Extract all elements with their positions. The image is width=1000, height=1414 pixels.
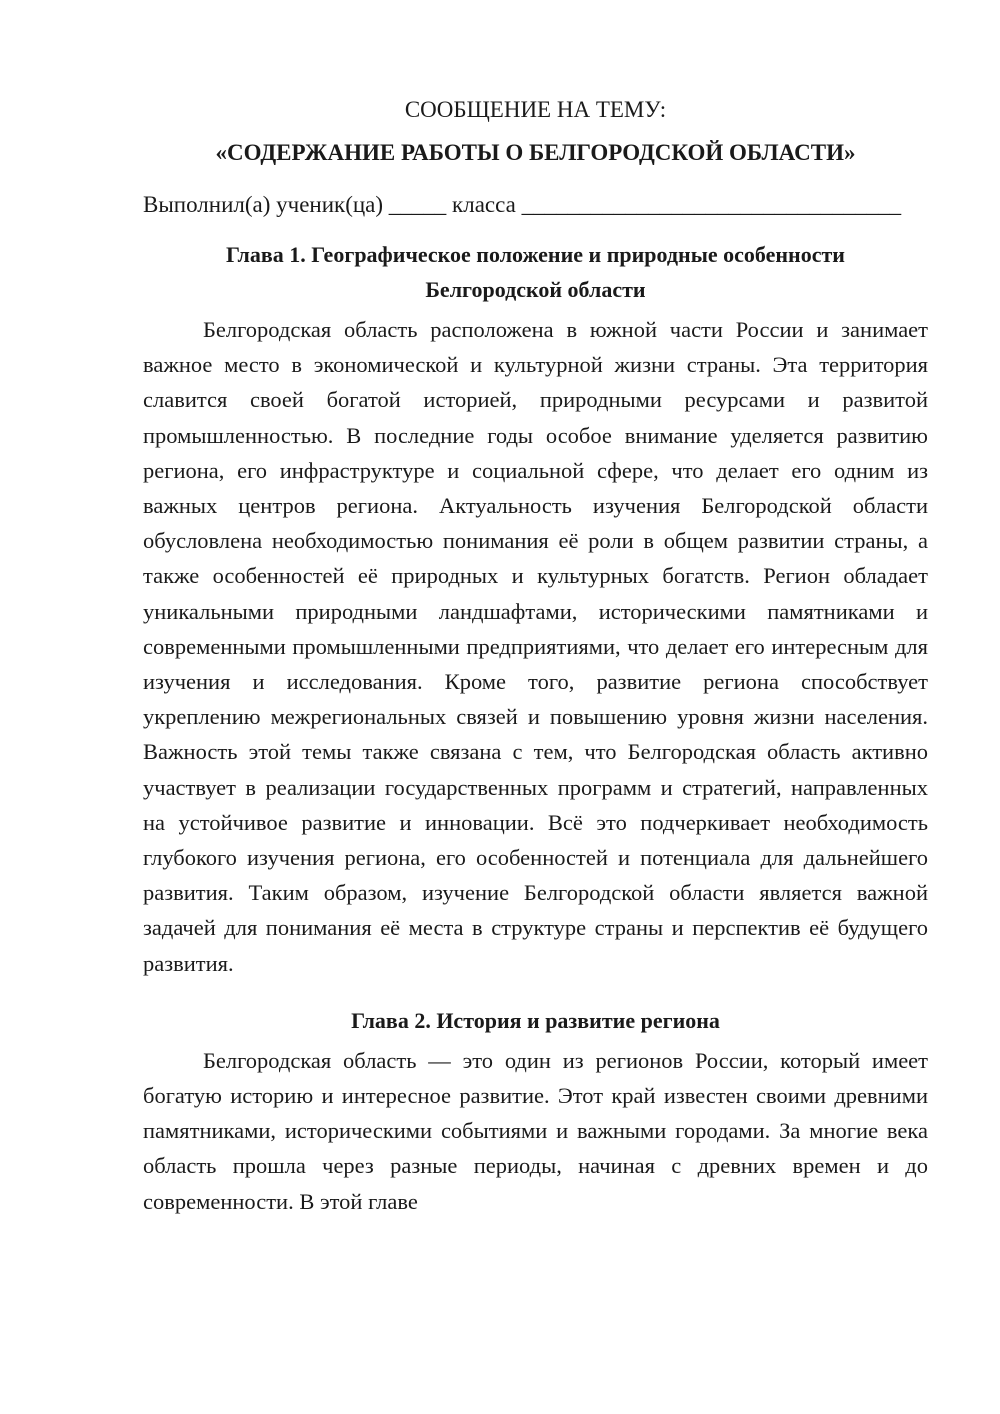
chapter-2-heading: Глава 2. История и развитие региона	[351, 1007, 720, 1033]
chapter-1-heading-line-1: Глава 1. Географическое положение и природные особенности	[226, 242, 845, 267]
chapter-1-heading	[143, 237, 928, 307]
chapter-1-heading-line-2: Белгородской области	[425, 277, 646, 302]
document-topic: «СОДЕРЖАНИЕ РАБОТЫ О БЕЛГОРОДСКОЙ ОБЛАСТИ»	[215, 140, 856, 165]
document-page	[143, 92, 928, 1219]
chapter-1-paragraph: Белгородская область расположена в южной части России и занимает важное место в экономической и культурной жизни страны. Эта территория славится своей богатой историей, природными ресурсами и развитой промышленностью. В последние годы особое внимание уделяется развитию региона, его инфраструктуре и социальной сфере, что делает его одним из важных центров региона. Актуальность изучения Белгородской области обусловлена необходимостью понимания её роли в общем развитии страны, а также особенностей её природных и культурных богатств. Регион обладает уникальными природными ландшафтами, историческими памятниками и современными промышленными предприятиями, что делает его интересным для изучения и исследования. Кроме того, развитие региона способствует укреплению межрегиональных связей и повышению уровня жизни населения. Важность этой темы также связана с тем, что Белгородская область активно участвует в реализации государственных программ и стратегий, направленных на устойчивое развитие и инновации. Всё это подчеркивает необходимость глубокого изучения региона, его особенностей и потенциала для дальнейшего развития. Таким образом, изучение Белгородской области является важной задачей для понимания её места в структуре страны и перспектив её будущего развития.	[143, 317, 928, 976]
author-line: Выполнил(а) ученик(ца) _____ класса _________________________________	[143, 192, 902, 217]
chapter-2-paragraph: Белгородская область — это один из регионов России, который имеет богатую историю и интересное развитие. Этот край известен своими древними памятниками, историческими событиями и важными городами. За многие века область прошла через разные периоды, начиная с древних времен и до современности. В этой главе	[143, 1047, 928, 1214]
document-title: СООБЩЕНИЕ НА ТЕМУ:	[404, 97, 667, 122]
